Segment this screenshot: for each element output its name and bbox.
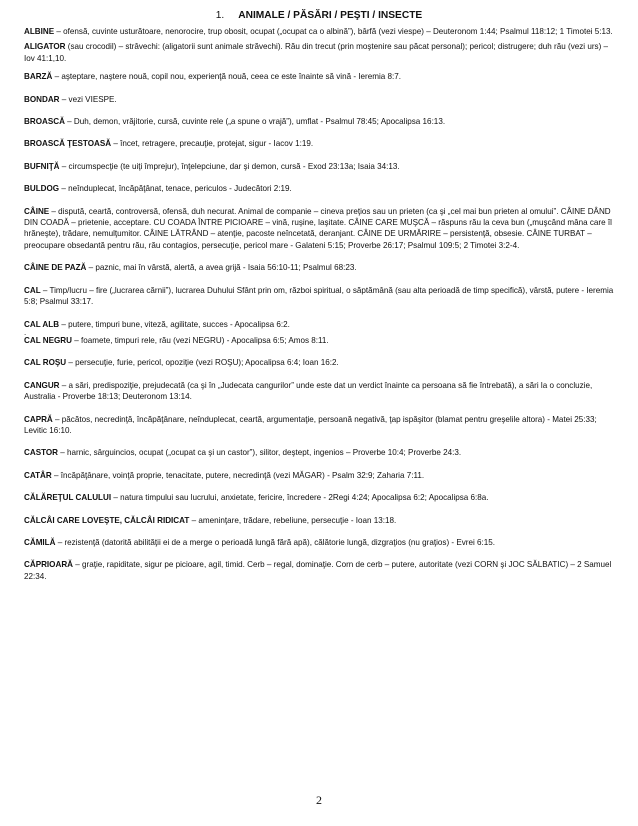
entry-definition: – rezistenţă (datorită abilităţii ei de a merge o perioadă lungă fără apă), călătorie lungă, dizgraţios (nu graţios) - Evrei 6:15. bbox=[55, 537, 496, 547]
entry-term: CAL bbox=[24, 285, 41, 295]
glossary-entry bbox=[24, 183, 616, 194]
entry-term: CASTOR bbox=[24, 448, 59, 458]
glossary-entry bbox=[24, 447, 616, 458]
glossary-entry bbox=[24, 94, 616, 105]
entry-term: CATÂR bbox=[24, 470, 52, 480]
glossary-entry bbox=[24, 116, 616, 127]
entry-term: CĂLCÂI CARE LOVEŞTE, CĂLCÂI RIDICAT bbox=[24, 515, 190, 525]
entry-term: ALBINE bbox=[24, 27, 55, 36]
entry-term: CAL ALB bbox=[24, 319, 60, 329]
entry-definition: – graţie, rapiditate, sigur pe picioare, agil, timid. Cerb – regal, dominaţie. Corn de cerb – putere, autoritate (vezi CORN şi JOC SĂLBATIC) – 2 Samuel 22:34. bbox=[24, 560, 612, 581]
entry-definition: – vezi VIESPE. bbox=[59, 94, 117, 104]
entry-term: CÂINE DE PAZĂ bbox=[24, 263, 87, 273]
glossary-entry bbox=[24, 161, 616, 172]
entry-term: CĂPRIOARĂ bbox=[24, 560, 74, 570]
glossary-entry bbox=[24, 41, 616, 64]
glossary-entry bbox=[24, 26, 616, 37]
entry-definition: – dispută, ceartă, controversă, ofensă, duh necurat. Animal de companie – cineva preţios sau un prieten (ca şi „cel mai bun prieten al omului”. CÂINE DÂND DIN COADĂ – prietenie, acceptare. CU COADA ÎNTRE PICIOARE – vină, ruşine, laşitate. CÂINE CARE MUŞCĂ – răspuns rău la ceva bun („muşcând mâna care îl hrăneşte), trădare, nemulţumitor. CÂINE LĂTRÂND – atenţie, pacoste neîncetată, deranjant. CÂINE DE URMĂRIRE – persistenţă, obsesie. CÂINE TURBAT – preocupare obsedantă pentru rău, rău contagios, persecuţie, pericol mare - Galateni 5:15; Proverbe 26:17; Psalmul 109:5; 2 Timotei 3:2-4. bbox=[24, 206, 612, 250]
page-number: 2 bbox=[316, 793, 322, 807]
entry-definition: – Duh, demon, vrăjitorie, cursă, cuvinte rele („a spune o vrajă”), umflat - Psalmul 78:45; Apocalipsa 16:13. bbox=[64, 117, 446, 127]
entry-term: BUFNIŢĂ bbox=[24, 161, 60, 171]
entry-definition: – harnic, sârguincios, ocupat („ocupat ca şi un castor”), silitor, deştept, ingenios – Proverbe 10:4; Proverbe 24:3. bbox=[58, 448, 462, 458]
entry-term: BROASCĂ bbox=[24, 117, 65, 127]
entry-definition: – păcătos, necredinţă, încăpăţânare, neînduplecat, ceartă, argumentaţie, persoană negativă, ţap ispăşitor (blamat pentru greşelile altora) - Matei 25:33; Levitic 16:10. bbox=[24, 414, 597, 435]
entry-definition: – neînduplecat, încăpăţânat, tenace, periculos - Judecători 2:19. bbox=[59, 184, 292, 194]
entry-term: CAL NEGRU bbox=[24, 335, 72, 345]
glossary-entry bbox=[24, 559, 616, 582]
entry-definition: – paznic, mai în vârstă, alertă, a avea grijă - Isaia 56:10-11; Psalmul 68:23. bbox=[86, 263, 357, 273]
entry-definition: – aşteptare, naştere nouă, copil nou, experienţă nouă, ceea ce este înainte să vină - Ieremia 8:7. bbox=[52, 72, 402, 82]
entry-definition: – ofensă, cuvinte usturătoare, nenorocire, trup obosit, ocupat („ocupat ca o albină”), bârfă (vezi viespe) – Deuteronom 1:44; Psalmul 118:12; 1 Timotei 5:13. bbox=[54, 27, 613, 36]
glossary-entry bbox=[24, 138, 616, 149]
entry-term: ALIGATOR bbox=[24, 42, 66, 52]
section-heading bbox=[0, 10, 638, 21]
entry-definition: – a sări, predispoziţie, prejudecată (ca şi în „Judecata cangurilor” unde este dat un verdict înainte ca persoana să fie întrebată), a sări la o concluzie, Australia - Proverbe 18:13; Deuteronom 13:14. bbox=[24, 380, 593, 402]
entry-definition: – putere, timpuri bune, viteză, agilitate, succes - Apocalipsa 6:2. bbox=[59, 319, 290, 329]
entry-term: CAPRĂ bbox=[24, 414, 53, 424]
entry-definition: – circumspecţie (te uiţi împrejur), înţelepciune, dar şi demon, cursă - Exod 23:13a; Isaia 34:13. bbox=[59, 161, 400, 171]
entry-definition: – încăpăţânare, voinţă proprie, tenacitate, putere, necredinţă (vezi MĂGAR) - Psalm 32:9; Zaharia 7:11. bbox=[51, 470, 425, 480]
glossary-entry bbox=[24, 335, 616, 346]
section-title: ANIMALE / PĂSĂRI / PEŞTI / INSECTE bbox=[238, 10, 423, 21]
glossary-entry bbox=[24, 285, 616, 308]
entry-term: CAL ROŞU bbox=[24, 358, 67, 368]
glossary-entry bbox=[24, 470, 616, 481]
glossary-entry bbox=[24, 537, 616, 548]
glossary-entry bbox=[24, 206, 616, 252]
entry-term: BULDOG bbox=[24, 184, 60, 194]
entry-definition: – ameninţare, trădare, rebeliune, persecuţie - Ioan 13:18. bbox=[189, 515, 397, 525]
entry-term: BARZĂ bbox=[24, 72, 53, 82]
glossary-entry bbox=[24, 357, 616, 368]
glossary-entry bbox=[24, 414, 616, 437]
separator-dot: . bbox=[24, 327, 27, 337]
entry-definition: – natura timpului sau lucrului, anxietate, fericire, încredere - 2Regi 4:24; Apocalipsa 6:2; Apocalipsa 6:8a. bbox=[111, 493, 489, 503]
entry-definition: – încet, retragere, precauţie, protejat, sigur - Iacov 1:19. bbox=[111, 139, 314, 149]
entry-definition: – foamete, timpuri rele, rău (vezi NEGRU) - Apocalipsa 6:5; Amos 8:11. bbox=[71, 335, 329, 345]
entry-term: CĂLĂREŢUL CALULUI bbox=[24, 493, 112, 503]
section-number: 1. bbox=[215, 10, 225, 21]
entry-definition: – Timp/lucru – fire („lucrarea cărnii”), lucrarea Duhului Sfânt prin om, război spiritual, o săptămână (sau alta perioadă de timp specifică), vârstă, putere - Ieremia 5:8; Psalmul 33:17. bbox=[24, 285, 614, 307]
glossary-entry bbox=[24, 262, 616, 273]
glossary-entry bbox=[24, 492, 616, 503]
entry-term: CĂMILĂ bbox=[24, 537, 56, 547]
glossary-entry bbox=[24, 71, 616, 82]
glossary-entry bbox=[24, 515, 616, 526]
entry-term: BONDAR bbox=[24, 94, 60, 104]
entry-definition: – persecuţie, furie, pericol, opoziţie (vezi ROŞU); Apocalipsa 6:4; Ioan 16:2. bbox=[66, 358, 339, 368]
entry-definition: (sau crocodil) – strâvechi: (aligatorii sunt animale străvechi). Rău din trecut (prin moştenire sau păcat personal); pericol; distrugere; duh rău (vezi urs) – Iov 41:1,10. bbox=[24, 42, 609, 63]
glossary-entries bbox=[24, 26, 616, 593]
glossary-entry bbox=[24, 380, 616, 403]
entry-term: CANGUR bbox=[24, 380, 60, 390]
glossary-entry bbox=[24, 319, 616, 330]
entry-term: BROASCĂ ŢESTOASĂ bbox=[24, 139, 112, 149]
entry-term: CÂINE bbox=[24, 206, 50, 216]
